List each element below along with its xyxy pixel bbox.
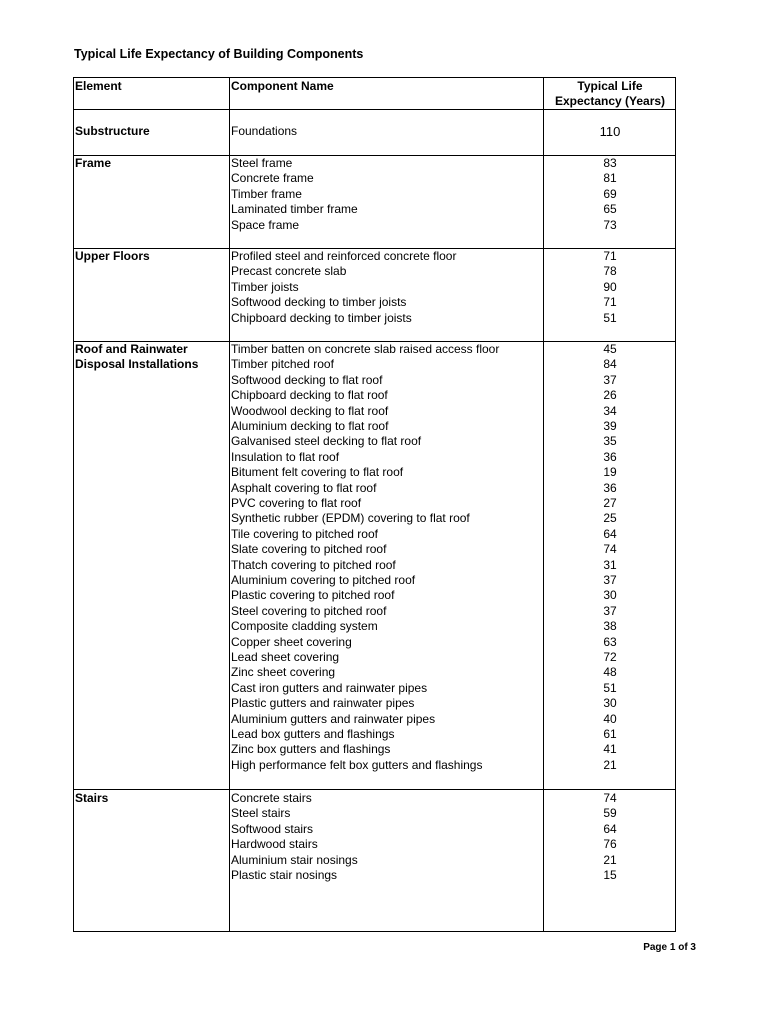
- table-row: [74, 357, 675, 372]
- component-name: Profiled steel and reinforced concrete floor: [231, 249, 457, 263]
- life-expectancy-value: 34: [603, 403, 617, 418]
- life-expectancy-value: 74: [603, 791, 617, 805]
- table-row: [74, 806, 675, 821]
- component-name: Concrete frame: [231, 171, 314, 186]
- table-row: [74, 868, 675, 883]
- life-expectancy-value: 63: [603, 634, 617, 649]
- life-expectancy-value: 15: [603, 868, 617, 882]
- life-expectancy-value: 73: [603, 217, 617, 232]
- life-expectancy-value: 35: [603, 434, 617, 449]
- table-row: [74, 264, 675, 279]
- life-expectancy-value: 90: [603, 279, 617, 294]
- table-row: [74, 218, 675, 233]
- table-row: [74, 342, 675, 357]
- header-typical-life-line1: Typical Life: [577, 79, 643, 93]
- document-title: Typical Life Expectancy of Building Components: [74, 47, 364, 61]
- component-name: Softwood stairs: [231, 821, 314, 836]
- component-name: Synthetic rubber (EPDM) covering to flat roof: [231, 511, 470, 526]
- component-name: Galvanised steel decking to flat roof: [231, 434, 422, 449]
- life-expectancy-value: 30: [603, 696, 617, 711]
- table-row: [74, 373, 675, 388]
- table-row: [74, 124, 675, 139]
- table-row: [74, 822, 675, 837]
- life-expectancy-value: 39: [603, 419, 617, 433]
- life-expectancy-value: 19: [603, 465, 617, 480]
- table-row: [74, 171, 675, 186]
- life-expectancy-value: 30: [603, 588, 617, 603]
- component-name: Thatch covering to pitched roof: [231, 557, 396, 572]
- component-name: Bitument felt covering to flat roof: [231, 465, 404, 480]
- component-name: Zinc sheet covering: [231, 665, 336, 680]
- table-row: [74, 542, 675, 557]
- life-expectancy-value: 37: [603, 573, 617, 587]
- table-row: [74, 742, 675, 757]
- table-row: [74, 853, 675, 868]
- table-row: [74, 249, 675, 264]
- header-typical-life: [544, 79, 676, 109]
- life-expectancy-value: 69: [603, 186, 617, 201]
- component-name: Aluminium covering to pitched roof: [231, 573, 416, 587]
- life-expectancy-value: 51: [603, 680, 617, 695]
- table-row: [74, 434, 675, 449]
- life-expectancy-value: 26: [603, 388, 617, 403]
- life-expectancy-value: 38: [603, 619, 617, 634]
- table-row: [74, 311, 675, 326]
- life-expectancy-value: 37: [603, 372, 617, 387]
- life-expectancy-value: 21: [603, 852, 617, 867]
- component-name: Zinc box gutters and flashings: [231, 742, 391, 757]
- component-name: Lead sheet covering: [231, 650, 340, 664]
- table-row: [74, 388, 675, 403]
- life-expectancy-value: 25: [603, 511, 617, 526]
- life-expectancy-value: 59: [603, 806, 617, 821]
- component-name: Plastic gutters and rainwater pipes: [231, 696, 415, 711]
- header-typical-life-line2: Expectancy (Years): [554, 94, 666, 108]
- life-expectancy-value: 36: [603, 480, 617, 495]
- table-row: [74, 681, 675, 696]
- table-row: [74, 450, 675, 465]
- element-name: Stairs: [75, 791, 109, 805]
- component-name: Precast concrete slab: [231, 264, 347, 279]
- element-name: Substructure: [75, 124, 150, 138]
- table-row: [74, 496, 675, 511]
- component-name: Asphalt covering to flat roof: [231, 480, 377, 495]
- component-name: Aluminium stair nosings: [231, 852, 358, 867]
- element-name: Frame: [75, 156, 112, 170]
- component-name: Slate covering to pitched roof: [231, 542, 387, 557]
- component-name: Timber joists: [231, 279, 299, 294]
- component-name: Timber batten on concrete slab raised access floor: [231, 342, 500, 356]
- component-name: Steel stairs: [231, 806, 291, 821]
- table-row: [74, 588, 675, 603]
- element-name: Roof and Rainwater Disposal Installations: [75, 342, 199, 372]
- component-name: PVC covering to flat roof: [231, 496, 362, 510]
- life-expectancy-value: 51: [603, 310, 617, 325]
- table-row: [74, 758, 675, 773]
- life-expectancy-value: 64: [603, 821, 617, 836]
- life-expectancy-value: 83: [603, 156, 617, 170]
- component-name: Woodwool decking to flat roof: [231, 403, 389, 418]
- table-row: [74, 619, 675, 634]
- life-expectancy-value: 45: [603, 342, 617, 356]
- table-row: [74, 481, 675, 496]
- row-divider: [74, 109, 675, 110]
- component-name: Cast iron gutters and rainwater pipes: [231, 680, 428, 695]
- component-name: Aluminium decking to flat roof: [231, 419, 389, 433]
- header-element: Element: [75, 79, 122, 93]
- table-row: [74, 295, 675, 310]
- table-row: [74, 604, 675, 619]
- life-expectancy-value: 65: [603, 202, 617, 217]
- header-component-name: Component Name: [231, 79, 334, 93]
- life-expectancy-value: 76: [603, 837, 617, 852]
- component-name: Hardwood stairs: [231, 837, 318, 852]
- life-expectancy-value: 72: [603, 650, 617, 664]
- life-expectancy-value: 61: [603, 727, 617, 741]
- table-row: [74, 511, 675, 526]
- table-row: [74, 665, 675, 680]
- life-expectancy-value: 27: [603, 496, 617, 510]
- component-name: Softwood decking to timber joists: [231, 295, 407, 310]
- life-expectancy-value: 74: [603, 542, 617, 557]
- component-name: Concrete stairs: [231, 791, 312, 805]
- table-row: [74, 650, 675, 665]
- table-row: [74, 791, 675, 806]
- component-name: Copper sheet covering: [231, 634, 352, 649]
- life-expectancy-value: 36: [603, 449, 617, 464]
- component-name: Lead box gutters and flashings: [231, 727, 395, 741]
- row-divider: [74, 789, 675, 790]
- component-name: Laminated timber frame: [231, 202, 358, 217]
- life-expectancy-value: 21: [603, 757, 617, 772]
- table-row: [74, 404, 675, 419]
- component-name: Plastic covering to pitched roof: [231, 588, 395, 603]
- component-name: Steel covering to pitched roof: [231, 603, 387, 618]
- life-expectancy-value: 71: [603, 249, 617, 263]
- component-name: Timber frame: [231, 186, 302, 201]
- table-row: [74, 558, 675, 573]
- component-name: Plastic stair nosings: [231, 868, 338, 882]
- life-expectancy-value: 37: [603, 603, 617, 618]
- life-expectancy-value: 64: [603, 526, 617, 541]
- table-row: [74, 419, 675, 434]
- component-name: Space frame: [231, 217, 300, 232]
- component-name: Chipboard decking to flat roof: [231, 388, 388, 403]
- component-name: Aluminium gutters and rainwater pipes: [231, 711, 436, 726]
- table-row: [74, 465, 675, 480]
- life-expectancy-value: 40: [603, 711, 617, 726]
- life-expectancy-table: [73, 77, 676, 932]
- component-name: Timber pitched roof: [231, 357, 334, 372]
- component-name: Steel frame: [231, 156, 293, 170]
- component-name: Tile covering to pitched roof: [231, 526, 378, 541]
- life-expectancy-value: 48: [603, 665, 617, 680]
- life-expectancy-value: 84: [603, 357, 617, 372]
- life-expectancy-value: 41: [603, 742, 617, 757]
- component-name: Foundations: [231, 124, 298, 138]
- life-expectancy-value: 71: [603, 295, 617, 310]
- table-row: [74, 202, 675, 217]
- component-name: Composite cladding system: [231, 619, 378, 634]
- component-name: Chipboard decking to timber joists: [231, 310, 412, 325]
- table-row: [74, 527, 675, 542]
- table-row: [74, 696, 675, 711]
- table-row: [74, 635, 675, 650]
- life-expectancy-value: 110: [599, 124, 621, 139]
- component-name: High performance felt box gutters and flashings: [231, 757, 483, 772]
- table-row: [74, 837, 675, 852]
- table-row: [74, 712, 675, 727]
- page-number: Page 1 of 3: [643, 942, 696, 953]
- life-expectancy-value: 31: [603, 557, 617, 572]
- component-name: Softwood decking to flat roof: [231, 372, 383, 387]
- life-expectancy-value: 81: [603, 171, 617, 186]
- table-row: [74, 187, 675, 202]
- table-row: [74, 573, 675, 588]
- life-expectancy-value: 78: [603, 264, 617, 279]
- component-name: Insulation to flat roof: [231, 449, 340, 464]
- table-row: [74, 280, 675, 295]
- table-row: [74, 156, 675, 171]
- element-name: Upper Floors: [75, 249, 150, 263]
- table-row: [74, 727, 675, 742]
